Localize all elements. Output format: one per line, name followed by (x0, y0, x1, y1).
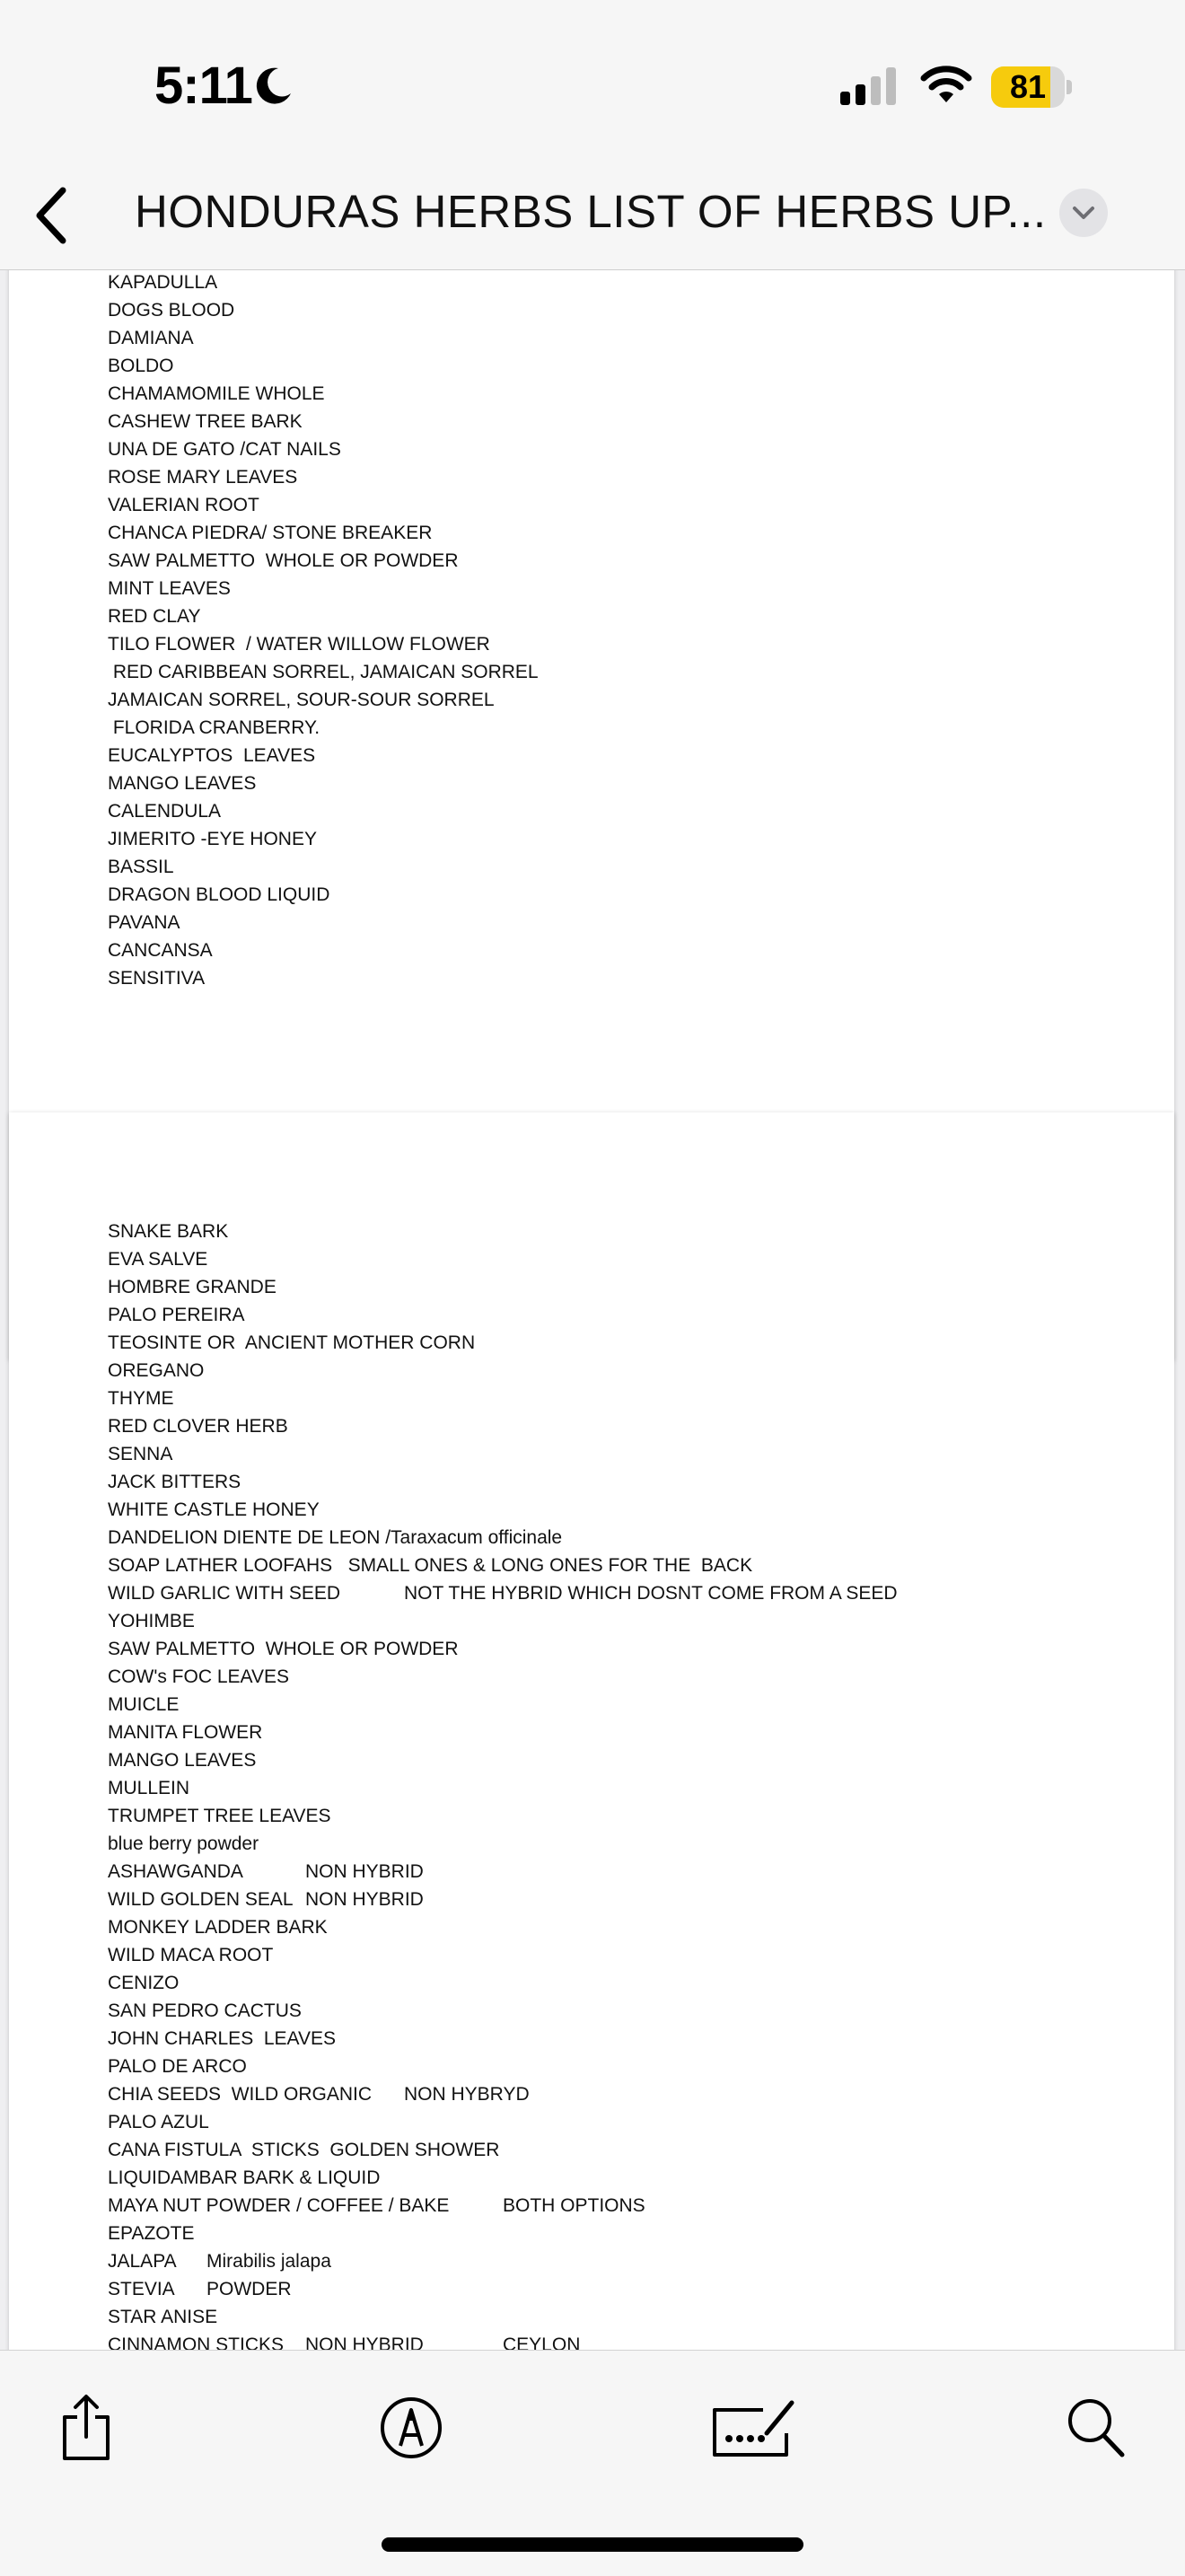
herb-name: MULLEIN (108, 1778, 190, 1798)
herb-name: COW's FOC LEAVES (108, 1666, 289, 1687)
herb-name: DOGS BLOOD (108, 300, 235, 321)
herb-name: CHANCA PIEDRA/ STONE BREAKER (108, 523, 433, 543)
herb-name: MANGO LEAVES (108, 773, 257, 794)
herb-note: CEYLON (503, 2334, 581, 2350)
herb-name: ROSE MARY LEAVES (108, 467, 298, 488)
herb-note: Mirabilis jalapa (206, 2251, 331, 2272)
herb-line (108, 1496, 752, 1524)
herb-line (108, 825, 539, 853)
herb-line (108, 1218, 752, 1245)
herb-name: WILD MACA ROOT (108, 1945, 274, 1965)
herb-name: TEOSINTE OR ANCIENT MOTHER CORN (108, 1332, 476, 1353)
herb-line (108, 296, 539, 324)
herb-name: CASHEW TREE BARK (108, 411, 303, 432)
herb-name: SAN PEDRO CACTUS (108, 2000, 302, 2021)
herb-line (108, 1607, 752, 1635)
herb-name: THYME (108, 1388, 174, 1409)
herb-name: blue berry powder (108, 1833, 259, 1854)
herb-line (108, 658, 539, 686)
herb-line (108, 1663, 752, 1691)
herb-line (108, 2108, 752, 2136)
herb-line (108, 1524, 752, 1552)
herb-name: PAVANA (108, 912, 180, 933)
herb-note: NON HYBRYD (404, 2084, 530, 2105)
herb-name: ASHAWGANDA (108, 1861, 243, 1882)
herb-line (108, 1468, 752, 1496)
page-2-text (108, 1218, 898, 2350)
herb-line (108, 463, 539, 491)
herb-line (108, 936, 539, 964)
herb-line (108, 602, 539, 630)
herb-line (108, 2247, 752, 2275)
herb-name: WILD GOLDEN SEAL (108, 1889, 294, 1910)
status-time: 5:11 (154, 57, 252, 115)
herb-name: EUCALYPTOS LEAVES (108, 745, 316, 766)
herb-name: DAMIANA (108, 328, 194, 348)
herb-name: CHAMAMOMILE WHOLE (108, 383, 325, 404)
herb-name: MINT LEAVES (108, 578, 231, 599)
herb-line (108, 686, 539, 714)
herb-line (108, 1886, 752, 1913)
herb-line (108, 1440, 752, 1468)
herb-name: STAR ANISE (108, 2307, 218, 2327)
herb-line (108, 1802, 752, 1830)
herb-name: TILO FLOWER / WATER WILLOW FLOWER (108, 634, 490, 655)
herb-line (108, 2303, 752, 2331)
herb-line (108, 742, 539, 769)
herb-line (108, 547, 539, 575)
herb-name: UNA DE GATO /CAT NAILS (108, 439, 341, 460)
wifi-icon (919, 63, 973, 106)
herb-name: CALENDULA (108, 801, 222, 822)
herb-line (108, 1357, 752, 1385)
herb-line (108, 324, 539, 352)
markup-pen-icon[interactable] (379, 2396, 443, 2460)
herb-name: EVA SALVE (108, 1249, 208, 1270)
herb-line (108, 1913, 752, 1941)
herb-name: MUICLE (108, 1694, 180, 1715)
herb-name: RED CLOVER HERB (108, 1416, 288, 1437)
herb-line (108, 435, 539, 463)
herb-line (108, 1997, 752, 2025)
herb-line (108, 380, 539, 408)
herb-line (108, 2275, 752, 2303)
herb-name: SAW PALMETTO WHOLE OR POWDER (108, 1639, 459, 1659)
herb-name: MANITA FLOWER (108, 1722, 263, 1743)
herb-line (108, 2136, 752, 2164)
document-title[interactable]: HONDURAS HERBS LIST OF HERBS UP... (135, 186, 1047, 237)
herb-line (108, 408, 539, 435)
herb-name: JIMERITO -EYE HONEY (108, 829, 317, 849)
herb-name: RED CARIBBEAN SORREL, JAMAICAN SORREL (108, 662, 539, 682)
herb-line (108, 2164, 752, 2192)
herb-line (108, 630, 539, 658)
herb-name: JALAPA (108, 2251, 177, 2272)
herb-line (108, 1329, 752, 1357)
herb-name: MAYA NUT POWDER / COFFEE / BAKE (108, 2195, 450, 2216)
herb-line (108, 909, 539, 936)
share-icon[interactable] (57, 2392, 115, 2464)
herb-name: CHIA SEEDS WILD ORGANIC (108, 2084, 373, 2105)
herb-name: TRUMPET TREE LEAVES (108, 1806, 331, 1826)
herb-name: CINNAMON STICKS (108, 2334, 285, 2350)
herb-line (108, 853, 539, 881)
herb-line (108, 2080, 752, 2108)
herb-line (108, 491, 539, 519)
herb-name: PALO PEREIRA (108, 1305, 245, 1325)
herb-line (108, 1579, 898, 1607)
herb-name: STEVIA (108, 2279, 175, 2299)
herb-line (108, 1719, 752, 1746)
battery-level: 81 (1009, 68, 1047, 105)
herb-note: NON HYBRID (305, 1889, 424, 1910)
herb-line (108, 2331, 752, 2350)
page-1-text (108, 270, 539, 992)
herb-name: WHITE CASTLE HONEY (108, 1499, 320, 1520)
herb-line (108, 1635, 752, 1663)
herb-note: NON HYBRID (305, 1861, 424, 1882)
herb-line (108, 1858, 752, 1886)
herb-line (108, 1691, 752, 1719)
back-chevron-icon[interactable] (27, 181, 81, 250)
herb-line (108, 881, 539, 909)
herb-line (108, 1385, 752, 1412)
herb-line (108, 575, 539, 602)
herb-line (108, 1969, 752, 1997)
herb-line (108, 1830, 752, 1858)
herb-name: MONKEY LADDER BARK (108, 1917, 328, 1938)
title-menu-button[interactable] (1059, 189, 1108, 237)
herb-name: MANGO LEAVES (108, 1750, 257, 1771)
herb-name: DANDELION DIENTE DE LEON /Taraxacum officinale (108, 1527, 563, 1548)
herb-name: LIQUIDAMBAR BARK & LIQUID (108, 2167, 381, 2188)
herb-name: EPAZOTE (108, 2223, 195, 2244)
herb-note: POWDER (206, 2279, 292, 2299)
herb-name: BASSIL (108, 857, 174, 877)
herb-name: RED CLAY (108, 606, 201, 627)
herb-name: SOAP LATHER LOOFAHS SMALL ONES & LONG ONES FOR THE BACK (108, 1555, 753, 1576)
document-page-2 (9, 1112, 1174, 2350)
herb-line (108, 270, 539, 296)
herb-name: BOLDO (108, 356, 174, 376)
herb-line (108, 714, 539, 742)
herb-line (108, 1941, 752, 1969)
cellular-signal-icon (838, 65, 901, 108)
herb-name: CANA FISTULA STICKS GOLDEN SHOWER (108, 2140, 500, 2160)
herb-name: SENNA (108, 1444, 173, 1464)
chevron-down-icon (1071, 202, 1096, 224)
herb-line (108, 1245, 752, 1273)
herb-line (108, 1412, 752, 1440)
search-icon[interactable] (1065, 2396, 1128, 2460)
herb-line (108, 1301, 752, 1329)
herb-name: CANCANSA (108, 940, 213, 961)
navigation-bar (0, 162, 1185, 270)
signature-icon[interactable] (709, 2397, 799, 2460)
herb-name: DRAGON BLOOD LIQUID (108, 884, 330, 905)
herb-name: SAW PALMETTO WHOLE OR POWDER (108, 550, 459, 571)
herb-note: BOTH OPTIONS (503, 2195, 645, 2216)
herb-name: VALERIAN ROOT (108, 495, 259, 515)
herb-name: WILD GARLIC WITH SEED (108, 1583, 341, 1604)
herb-name: HOMBRE GRANDE (108, 1277, 276, 1297)
herb-line (108, 797, 539, 825)
herb-note: NON HYBRID (305, 2334, 424, 2350)
herb-name: CENIZO (108, 1973, 180, 1993)
herb-note: NOT THE HYBRID WHICH DOSNT COME FROM A SEED (404, 1583, 898, 1604)
herb-line (108, 2220, 752, 2247)
herb-line (108, 769, 539, 797)
herb-line (108, 1774, 752, 1802)
herb-line (108, 1552, 752, 1579)
herb-name: OREGANO (108, 1360, 205, 1381)
herb-line (108, 519, 539, 547)
herb-name: PALO AZUL (108, 2112, 209, 2132)
herb-name: PALO DE ARCO (108, 2056, 247, 2077)
herb-name: JAMAICAN SORREL, SOUR-SOUR SORREL (108, 690, 495, 710)
herb-line (108, 964, 539, 992)
status-bar (0, 0, 1185, 162)
herb-line (108, 2025, 752, 2053)
herb-line (108, 1273, 752, 1301)
herb-name: YOHIMBE (108, 1611, 195, 1631)
moon-icon (253, 65, 294, 106)
document-viewer[interactable] (0, 270, 1185, 2350)
herb-name: KAPADULLA (108, 272, 218, 293)
herb-name: SENSITIVA (108, 968, 206, 989)
herb-name: JACK BITTERS (108, 1472, 241, 1492)
herb-line (108, 1746, 752, 1774)
herb-name: SNAKE BARK (108, 1221, 229, 1242)
herb-name: FLORIDA CRANBERRY. (108, 717, 320, 738)
herb-name: JOHN CHARLES LEAVES (108, 2028, 337, 2049)
battery-icon (991, 66, 1072, 108)
herb-line (108, 2053, 752, 2080)
home-indicator[interactable] (382, 2537, 803, 2552)
herb-line (108, 352, 539, 380)
herb-line (108, 2192, 752, 2220)
